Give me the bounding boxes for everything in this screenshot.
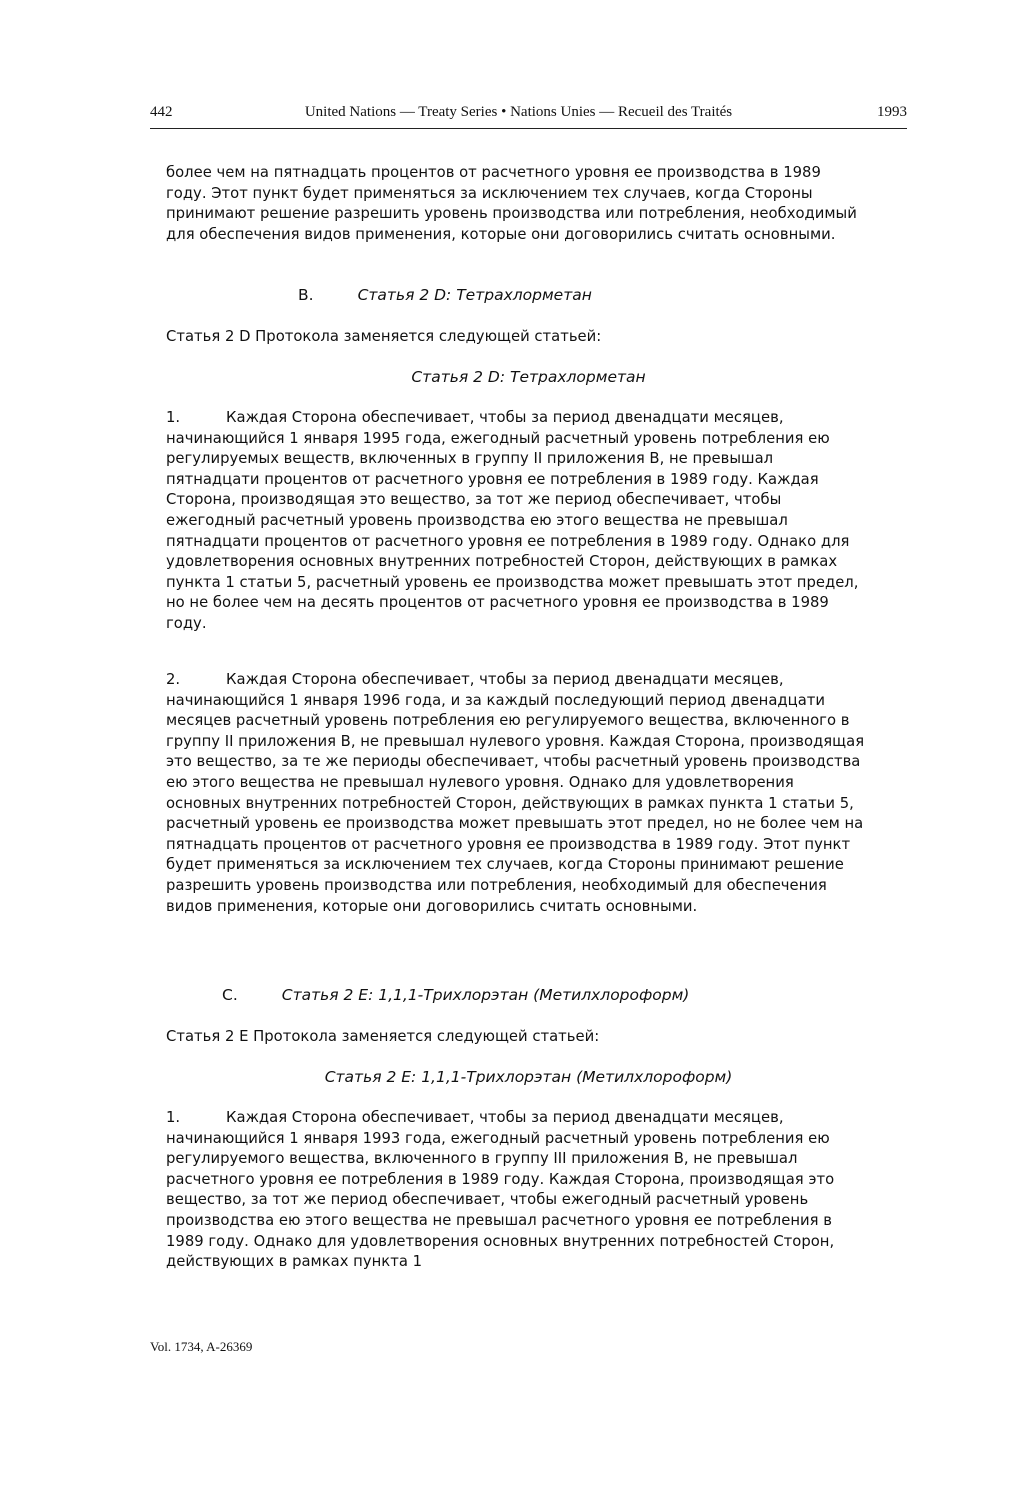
section-b-letter: B. <box>298 286 314 304</box>
section-b-title: Статья 2 D: Тетрахлорметан <box>357 286 592 304</box>
section-c-title: Статья 2 E: 1,1,1-Трихлорэтан (Метилхлороформ) <box>281 986 690 1004</box>
running-header <box>150 104 907 129</box>
paragraph-number: 1. <box>166 1109 181 1126</box>
section-b-paragraph-1 <box>166 408 866 635</box>
paragraph-text: Каждая Сторона обеспечивает, чтобы за период двенадцати месяцев, начинающийся 1 января 1995 года, ежегодный расчетный уровень потребления ею регулируемых веществ, включенных в группу II приложения B, не превышал пятнадцати процентов от расчетного уровня ее потребления в 1989 году. Каждая Сторона, производящая это вещество, за тот же период обеспечивает, чтобы ежегодный расчетный уровень производства ею этого вещества не превышал пятнадцати процентов от расчетного уровня ее потребления в 1989 году. Однако для удовлетворения основных внутренних потребностей Сторон, действующих в рамках пункта 1 статьи 5, расчетный уровень ее производства может превышать этот предел, но не более чем на десять процентов от расчетного уровня ее производства в 1989 году. <box>166 409 859 632</box>
section-b-paragraph-2 <box>166 670 866 917</box>
section-b-article-title: Статья 2 D: Тетрахлорметан <box>411 368 646 386</box>
paragraph-number: 1. <box>166 409 181 426</box>
section-b-replacement-note: Статья 2 D Протокола заменяется следующей статьей: <box>166 328 602 345</box>
intro-paragraph: более чем на пятнадцать процентов от расчетного уровня ее производства в 1989 году. Этот пункт будет применяться за исключением тех случаев, когда Стороны принимают решение разрешить уровень производства или потребления, необходимый для обеспечения видов применения, которые они договорились считать основными. <box>166 164 857 243</box>
section-c-paragraph-1 <box>166 1108 866 1273</box>
section-c-letter: C. <box>222 986 238 1004</box>
section-b-heading <box>298 286 798 304</box>
series-title: United Nations — Treaty Series • Nations Unies — Recueil des Traités <box>304 104 733 120</box>
section-c-heading <box>222 986 822 1004</box>
header-year: 1993 <box>877 104 907 120</box>
page-number: 442 <box>150 104 173 120</box>
section-c-article-title: Статья 2 E: 1,1,1-Трихлорэтан (Метилхлороформ) <box>324 1068 733 1086</box>
section-c-replacement-note: Статья 2 E Протокола заменяется следующей статьей: <box>166 1028 600 1045</box>
paragraph-text: Каждая Сторона обеспечивает, чтобы за период двенадцати месяцев, начинающийся 1 января 1993 года, ежегодный расчетный уровень потребления ею регулируемого вещества, включенного в группу III приложения B, не превышал расчетного уровня ее потребления в 1989 году. Каждая Сторона, производящая это вещество, за тот же период обеспечивает, чтобы ежегодный расчетный уровень производства ею этого вещества не превышал расчетного уровня ее потребления в 1989 году. Однако для удовлетворения основных внутренних потребностей Сторон, действующих в рамках пункта 1 <box>166 1109 835 1271</box>
paragraph-text: Каждая Сторона обеспечивает, чтобы за период двенадцати месяцев, начинающийся 1 января 1996 года, и за каждый последующий период двенадцати месяцев расчетный уровень потребления ею регулируемого вещества, включенного в группу II приложения B, не превышал нулевого уровня. Каждая Сторона, производящая это вещество, за те же периоды обеспечивает, чтобы расчетный уровень производства ею этого вещества не превышал нулевого уровня. Однако для удовлетворения основных внутренних потребностей Сторон, действующих в рамках пункта 1 статьи 5, расчетный уровень ее производства может превышать этот предел, но не более чем на пятнадцать процентов от расчетного уровня ее производства в 1989 году. Этот пункт будет применяться за исключением тех случаев, когда Стороны принимают решение разрешить уровень производства или потребления, необходимый для обеспечения видов применения, которые они договорились считать основными. <box>166 671 865 915</box>
volume-reference: Vol. 1734, A-26369 <box>150 1339 253 1354</box>
paragraph-number: 2. <box>166 671 181 688</box>
